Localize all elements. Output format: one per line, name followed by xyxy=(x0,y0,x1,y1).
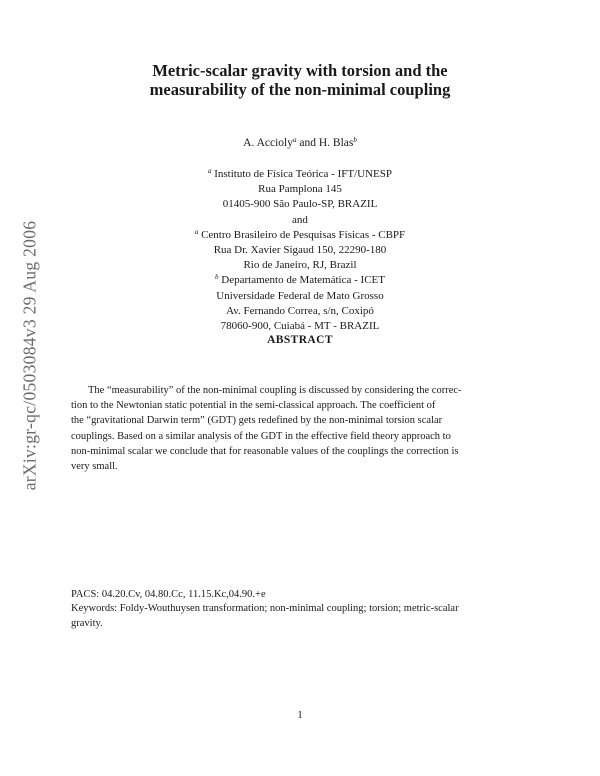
title-line-2: measurability of the non-minimal coupling xyxy=(149,79,451,99)
abstract-body xyxy=(71,383,529,474)
abstract-line: couplings. Based on a similar analysis of the GDT in the effective field theory approach to xyxy=(71,430,451,442)
affiliation-a-line-3: 01405-900 São Paulo-SP, BRAZIL xyxy=(222,198,378,211)
affiliation-a2-line-2: Rua Dr. Xavier Sigaud 150, 22290-180 xyxy=(213,244,387,257)
pacs-codes: PACS: 04.20.Cv, 04.80.Cc, 11.15.Kc,04.90.+e xyxy=(71,589,266,600)
affiliation-and: and xyxy=(292,213,308,226)
author-list xyxy=(70,137,530,149)
affiliation-b-line-3: Av. Fernando Correa, s/n, Coxipó xyxy=(226,304,374,317)
affiliations xyxy=(100,167,500,334)
affiliation-a-mark: a xyxy=(207,167,212,175)
affiliation-a2-line-3: Rio de Janeiro, RJ, Brazil xyxy=(243,259,357,272)
author-accioly: A. Accioly xyxy=(243,137,293,149)
keywords xyxy=(71,602,531,631)
affiliation-b-line-1: $^b$ Departamento de Matemática - ICET xyxy=(215,273,385,287)
title-line-1: Metric-scalar gravity with torsion and the xyxy=(152,61,448,80)
affiliation-a-line-1: $^a$ Instituto de Física Teórica - IFT/UNESP xyxy=(207,167,392,180)
affiliation-a-line-2: Rua Pamplona 145 xyxy=(258,183,342,196)
keywords-line-2: gravity. xyxy=(71,617,103,629)
affiliation-b-line-4: 78060-900, Cuiabá - MT - BRAZIL xyxy=(220,320,380,333)
paper-title xyxy=(70,62,530,99)
affiliation-a2-line-1: $^a$ Centro Brasileiro de Pesquisas Físicas - CBPF xyxy=(194,227,406,241)
author-accioly-mark: a xyxy=(292,136,297,144)
author-blas-mark: b xyxy=(353,136,357,144)
arxiv-identifier xyxy=(10,205,50,505)
affiliation-b-line-2: Universidade Federal de Mato Grosso xyxy=(216,289,384,302)
page-number: 1 xyxy=(297,709,303,721)
abstract-line: tion to the Newtonian static potential in the semi-classical approach. The coefficient of xyxy=(71,400,436,412)
affiliation-a2-mark: a xyxy=(194,227,199,236)
author-blas: H. Blas xyxy=(318,137,354,149)
keywords-line-1: Keywords: Foldy-Wouthuysen transformation; non-minimal coupling; torsion; metric-scalar xyxy=(71,603,459,614)
abstract-line: The “measurability” of the non-minimal coupling is discussed by considering the correc- xyxy=(88,385,462,396)
affiliation-b-mark: b xyxy=(215,273,219,282)
author-connector: and xyxy=(296,137,319,149)
abstract-line: very small. xyxy=(71,461,118,473)
arxiv-identifier-text: arXiv:gr-qc/0503084v3 29 Aug 2006 xyxy=(19,220,40,490)
abstract-heading: ABSTRACT xyxy=(267,334,333,346)
abstract-line: non-minimal scalar we conclude that for reasonable values of the couplings the correction is xyxy=(71,445,459,457)
abstract-line: the “gravitational Darwin term” (GDT) gets redefined by the non-minimal torsion scalar xyxy=(71,415,443,427)
